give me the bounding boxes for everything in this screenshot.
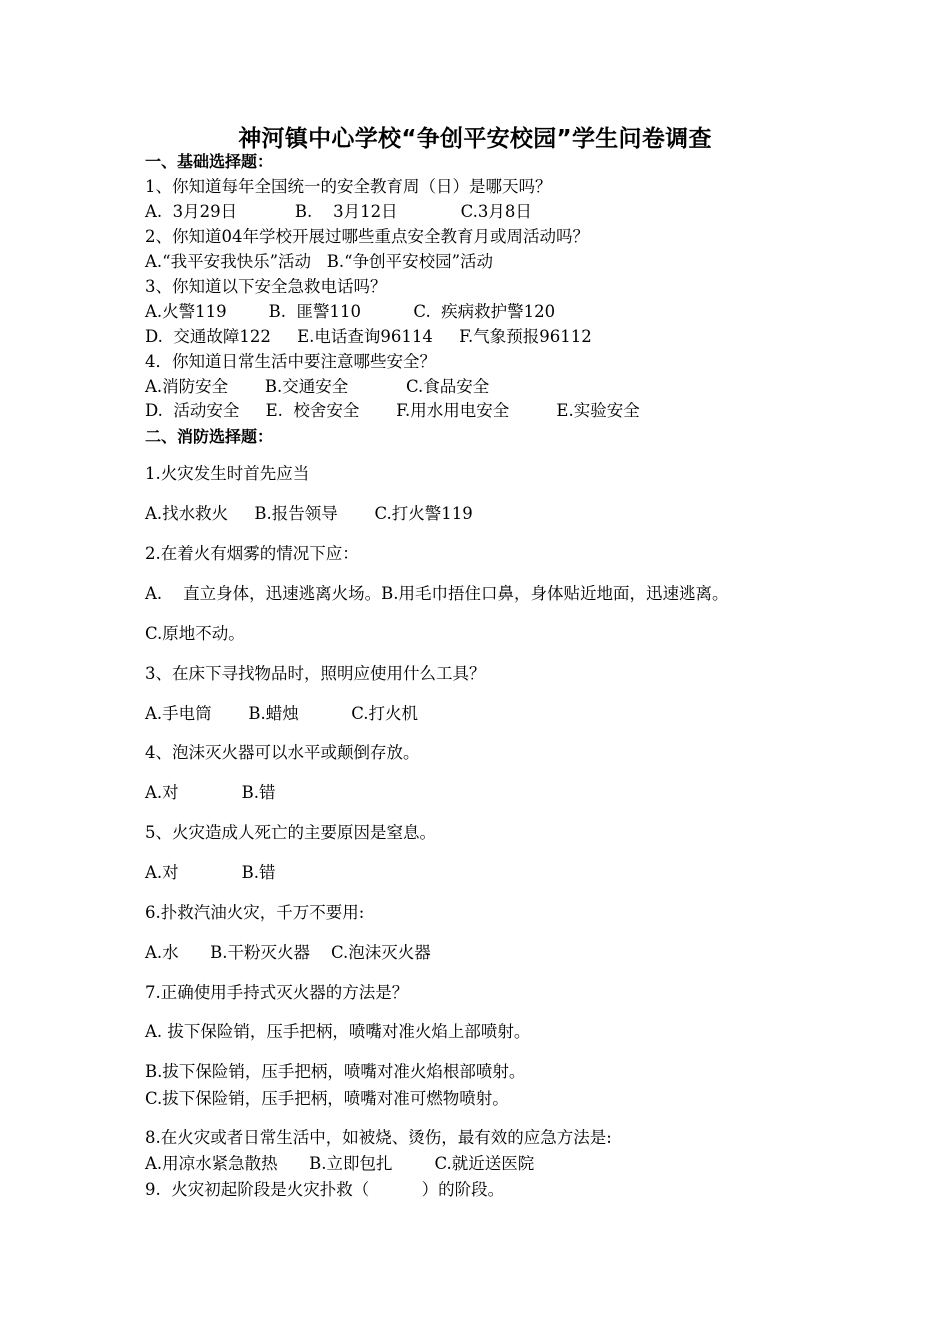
question-options: A. 3月29日 B. 3月12日 C.3月8日 [145, 202, 532, 221]
question-text: 3、你知道以下安全急救电话吗？ [145, 277, 387, 296]
section-heading-basic: 一、基础选择题： [145, 152, 274, 171]
question-options: A.对 B.错 [145, 783, 276, 802]
question-text: 2、你知道04年学校开展过哪些重点安全教育月或周活动吗？ [145, 227, 589, 246]
question-options: A.“我平安我快乐”活动 B.“争创平安校园”活动 [145, 252, 494, 271]
question-options: A.手电筒 B.蜡烛 C.打火机 [145, 704, 418, 723]
question-options: B.拔下保险销，压手把柄，喷嘴对准火焰根部喷射。 [145, 1062, 526, 1081]
question-text: 2.在着火有烟雾的情况下应： [145, 544, 359, 563]
question-options: A. 拔下保险销，压手把柄，喷嘴对准火焰上部喷射。 [145, 1022, 531, 1041]
question-options: A.消防安全 B.交通安全 C.食品安全 [145, 377, 490, 396]
question-options: A.对 B.错 [145, 863, 276, 882]
question-options: C.拔下保险销，压手把柄，喷嘴对准可燃物喷射。 [145, 1089, 509, 1108]
question-text: 6.扑救汽油火灾，千万不要用: [145, 903, 365, 922]
question-options: A.用凉水紧急散热 B.立即包扎 C.就近送医院 [145, 1154, 535, 1173]
question-options: D. 活动安全 E. 校舍安全 F.用水用电安全 E.实验安全 [145, 401, 640, 420]
section-heading-fire: 二、消防选择题： [145, 427, 274, 446]
question-text: 3、在床下寻找物品时，照明应使用什么工具？ [145, 664, 486, 683]
question-text: 9. 火灾初起阶段是火灾扑救（ ）的阶段。 [145, 1180, 505, 1199]
question-text: 1.火灾发生时首先应当 [145, 464, 310, 483]
page-title: 神河镇中心学校“争创平安校园”学生问卷调查 [238, 126, 712, 152]
question-options: A.火警119 B. 匪警110 C. 疾病救护警120 [145, 302, 556, 321]
question-text: 1、你知道每年全国统一的安全教育周（日）是哪天吗？ [145, 177, 552, 196]
question-options: D. 交通故障122 E.电话查询96114 F.气象预报96112 [145, 327, 592, 346]
question-text: 5、火灾造成人死亡的主要原因是窒息。 [145, 823, 436, 842]
question-options: A. 直立身体，迅速逃离火场。B.用毛巾捂住口鼻，身体贴近地面，迅速逃离。 [145, 584, 729, 603]
question-text: 7.正确使用手持式灭火器的方法是？ [145, 983, 409, 1002]
question-options: A.水 B.干粉灭火器 C.泡沫灭火器 [145, 943, 431, 962]
question-text: 4．你知道日常生活中要注意哪些安全？ [145, 352, 436, 371]
question-text: 8.在火灾或者日常生活中，如被烧、烫伤，最有效的应急方法是: [145, 1128, 612, 1147]
question-options: A.找水救火 B.报告领导 C.打火警119 [145, 504, 473, 523]
question-options: C.原地不动。 [145, 624, 245, 643]
question-text: 4、泡沫灭火器可以水平或颠倒存放。 [145, 743, 420, 762]
